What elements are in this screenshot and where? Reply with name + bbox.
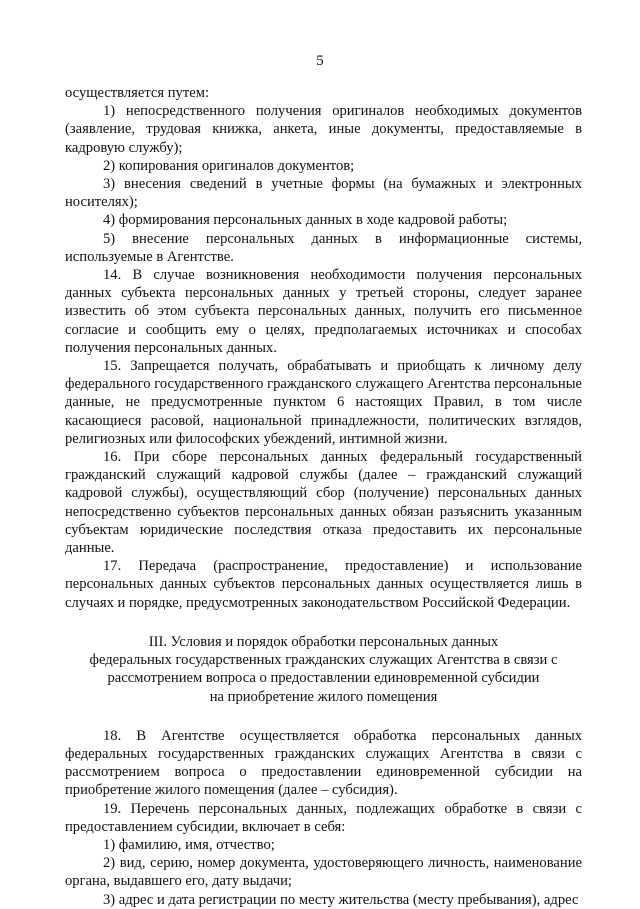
spacer	[65, 706, 582, 727]
paragraph: 4) формирования персональных данных в ходе кадровой работы;	[103, 212, 508, 229]
paragraph: 1) непосредственного получения оригиналов необходимых документов (заявление, трудовая книжка, анкета, иные документы, предоставляемые в кадровую службу);	[65, 103, 582, 156]
paragraph: 2) копирования оригиналов документов;	[103, 157, 355, 174]
paragraph: 17. Передача (распространение, предоставление) и использование персональных данных субъектов персональных данных осуществляется лишь в случаях и порядке, предусмотренных законодательством Российской Федерации.	[65, 558, 582, 611]
paragraph: осуществляется путем:	[65, 85, 209, 101]
page-number: 5	[316, 53, 324, 69]
section-heading-line: на приобретение жилого помещения	[209, 688, 438, 705]
paragraph: 16. При сборе персональных данных федеральный государственный гражданский служащий кадровой службы (далее – гражданский служащий кадровой службы), осуществляющий сбор (получение) персональных данных непосредственно субъектов персональных данных обязан разъяснить указанным субъектам юридические последствия отказа предоставить их персональные данные.	[65, 449, 582, 557]
paragraphs-after-heading	[65, 727, 582, 909]
spacer	[65, 612, 582, 633]
document-body	[65, 84, 582, 909]
paragraph: 15. Запрещается получать, обрабатывать и приобщать к личному делу федерального государственного гражданского служащего Агентства персональные данные, не предусмотренные пунктом 6 настоящих Правил, в том числе касающиеся расовой, национальной принадлежности, политических взглядов, религиозных или философских убеждений, интимной жизни.	[65, 358, 582, 447]
paragraph: 1) фамилию, имя, отчество;	[103, 836, 275, 853]
paragraph: 19. Перечень персональных данных, подлежащих обработке в связи с предоставлением субсидии, включает в себя:	[65, 800, 582, 835]
paragraphs-before-heading	[65, 84, 582, 612]
paragraph: 18. В Агентстве осуществляется обработка персональных данных федеральных государственных гражданских служащих Агентства в связи с рассмотрением вопроса о предоставлении единовременной субсидии на приобретение жилого помещения (далее – субсидия).	[65, 727, 582, 799]
section-heading-line: III. Условия и порядок обработки персональных данных	[148, 633, 499, 650]
paragraph: 5) внесение персональных данных в информационные системы, используемые в Агентстве.	[65, 230, 582, 265]
section-heading	[65, 633, 582, 706]
section-heading-line: федеральных государственных гражданских служащих Агентства в связи с	[89, 652, 558, 669]
paragraph: 2) вид, серию, номер документа, удостоверяющего личность, наименование органа, выдавшего его, дату выдачи;	[65, 855, 582, 890]
paragraph: 3) внесения сведений в учетные формы (на бумажных и электронных носителях);	[65, 176, 582, 211]
paragraph: 14. В случае возникновения необходимости получения персональных данных субъекта персональных данных у третьей стороны, следует заранее известить об этом субъекта персональных данных, получить его письменное согласие и сообщить ему о целях, предполагаемых источниках и способах получения персональных данных.	[65, 267, 582, 356]
paragraph: 3) адрес и дата регистрации по месту жительства (месту пребывания), адрес	[103, 891, 579, 908]
section-heading-line: рассмотрением вопроса о предоставлении единовременной субсидии	[107, 670, 540, 687]
